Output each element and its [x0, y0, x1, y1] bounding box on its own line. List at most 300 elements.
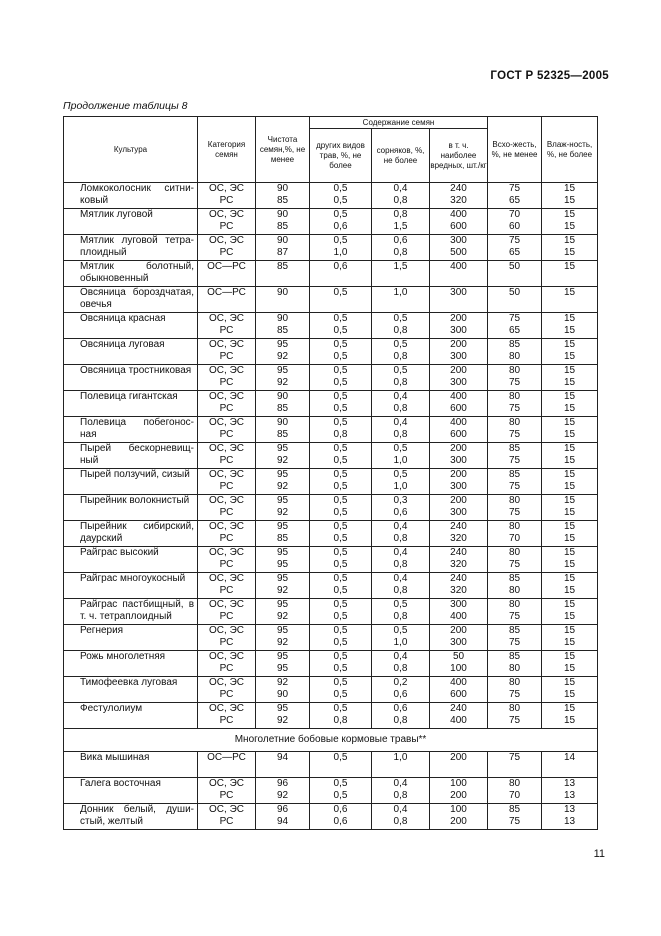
- table-row: [64, 443, 598, 469]
- other-species-cell: [310, 261, 372, 287]
- cell-value: 15: [563, 391, 576, 402]
- table-row: [64, 469, 598, 495]
- cell-value: ОС, ЭС: [209, 677, 244, 688]
- purity-cell: [256, 417, 310, 443]
- cell-value: 95: [276, 559, 289, 570]
- purity-cell: [256, 339, 310, 365]
- cell-value: ОС, ЭС: [209, 599, 244, 610]
- cell-value: 0,5: [333, 790, 348, 801]
- cell-value: 0,5: [393, 469, 408, 480]
- cell-value: 300: [450, 481, 467, 492]
- cell-value: 75: [508, 559, 521, 570]
- section-title: Многолетние бобовые кормовые травы**: [64, 729, 598, 752]
- cell-value: 0,8: [393, 247, 408, 258]
- cell-value: 92: [276, 677, 289, 688]
- cell-value: 200: [450, 625, 467, 636]
- cell-value: 0,6: [393, 703, 408, 714]
- other-species-cell: [310, 778, 372, 804]
- cell-value: 1,0: [393, 287, 408, 298]
- cell-value: 400: [450, 209, 467, 220]
- cell-value: 0,8: [393, 559, 408, 570]
- purity-cell: [256, 469, 310, 495]
- cell-value: 75: [508, 715, 521, 726]
- other-species-cell: [310, 391, 372, 417]
- purity-cell: [256, 495, 310, 521]
- cell-value: 95: [276, 469, 289, 480]
- weeds-cell: [372, 703, 430, 729]
- cell-value: 15: [563, 559, 576, 570]
- germination-cell: [488, 804, 542, 830]
- cell-value: ОС—РС: [207, 287, 246, 298]
- germination-cell: [488, 677, 542, 703]
- category-cell: [198, 521, 256, 547]
- cell-value: 100: [450, 804, 467, 815]
- purity-cell: [256, 235, 310, 261]
- purity-cell: [256, 547, 310, 573]
- cell-value: 0,8: [393, 195, 408, 206]
- cell-value: 75: [508, 455, 521, 466]
- cell-value: 15: [563, 689, 576, 700]
- cell-value: 200: [450, 339, 467, 350]
- cell-value: 95: [276, 573, 289, 584]
- cell-value: 15: [563, 209, 576, 220]
- crop-name-cell: Вика мышиная: [64, 752, 198, 778]
- cell-value: 0,5: [333, 391, 348, 402]
- cell-value: 400: [450, 715, 467, 726]
- harmful-cell: [430, 677, 488, 703]
- cell-value: 15: [563, 221, 576, 232]
- cell-value: 240: [450, 703, 467, 714]
- cell-value: 0,8: [393, 663, 408, 674]
- header-crop: Культура: [64, 117, 198, 183]
- cell-value: 65: [508, 195, 521, 206]
- other-species-cell: [310, 625, 372, 651]
- header-other-species: других видов трав, %, не более: [310, 129, 372, 183]
- weeds-cell: [372, 443, 430, 469]
- table-row: [64, 651, 598, 677]
- cell-value: РС: [219, 663, 234, 674]
- cell-value: 15: [563, 573, 576, 584]
- germination-cell: [488, 209, 542, 235]
- cell-value: РС: [219, 507, 234, 518]
- cell-value: 90: [276, 235, 289, 246]
- harmful-cell: [430, 417, 488, 443]
- purity-cell: [256, 287, 310, 313]
- cell-value: 50: [452, 651, 465, 662]
- cell-value: 0,8: [393, 377, 408, 388]
- header-purity: Чистота семян,%, не менее: [256, 117, 310, 183]
- cell-value: 400: [450, 677, 467, 688]
- table-row: [64, 778, 598, 804]
- other-species-cell: [310, 703, 372, 729]
- cell-value: 80: [508, 703, 521, 714]
- cell-value: 95: [276, 495, 289, 506]
- cell-value: 15: [563, 339, 576, 350]
- germination-cell: [488, 443, 542, 469]
- cell-value: 0,4: [393, 804, 408, 815]
- cell-value: 92: [276, 377, 289, 388]
- cell-value: 0,5: [333, 351, 348, 362]
- cell-value: ОС, ЭС: [209, 235, 244, 246]
- cell-value: 200: [450, 495, 467, 506]
- weeds-cell: [372, 599, 430, 625]
- other-species-cell: [310, 339, 372, 365]
- crop-name-cell: Пырей ползучий, сизый: [64, 469, 198, 495]
- table-row: [64, 261, 598, 287]
- cell-value: 0,4: [393, 521, 408, 532]
- crop-name-cell: Райграс пастбищный, в т. ч. тетраплоидный: [64, 599, 198, 625]
- crop-name-cell: Овсяница тростниковая: [64, 365, 198, 391]
- document-header: ГОСТ Р 52325—2005: [490, 70, 609, 82]
- cell-value: 90: [276, 183, 289, 194]
- table-row: [64, 752, 598, 778]
- cell-value: 0,5: [393, 365, 408, 376]
- cell-value: 95: [276, 547, 289, 558]
- other-species-cell: [310, 365, 372, 391]
- moisture-cell: [542, 651, 598, 677]
- cell-value: 15: [563, 469, 576, 480]
- harmful-cell: [430, 599, 488, 625]
- cell-value: ОС, ЭС: [209, 547, 244, 558]
- table-row: [64, 573, 598, 599]
- cell-value: 1,0: [393, 455, 408, 466]
- cell-value: РС: [219, 221, 234, 232]
- cell-value: 240: [450, 547, 467, 558]
- cell-value: 15: [563, 611, 576, 622]
- crop-name-cell: Тимофеевка луговая: [64, 677, 198, 703]
- cell-value: 0,8: [393, 325, 408, 336]
- category-cell: [198, 365, 256, 391]
- harmful-cell: [430, 703, 488, 729]
- category-cell: [198, 443, 256, 469]
- weeds-cell: [372, 804, 430, 830]
- moisture-cell: [542, 752, 598, 778]
- germination-cell: [488, 495, 542, 521]
- cell-value: 200: [450, 365, 467, 376]
- harmful-cell: [430, 209, 488, 235]
- cell-value: 200: [450, 313, 467, 324]
- cell-value: 15: [563, 715, 576, 726]
- cell-value: ОС—РС: [207, 752, 246, 763]
- moisture-cell: [542, 677, 598, 703]
- cell-value: 80: [508, 599, 521, 610]
- cell-value: 95: [276, 365, 289, 376]
- germination-cell: [488, 778, 542, 804]
- moisture-cell: [542, 209, 598, 235]
- cell-value: 15: [563, 521, 576, 532]
- cell-value: 92: [276, 507, 289, 518]
- cell-value: 15: [563, 677, 576, 688]
- category-cell: [198, 573, 256, 599]
- cell-value: 200: [450, 443, 467, 454]
- cell-value: 92: [276, 351, 289, 362]
- other-species-cell: [310, 235, 372, 261]
- cell-value: 1,0: [393, 752, 408, 763]
- moisture-cell: [542, 495, 598, 521]
- cell-value: 15: [563, 637, 576, 648]
- weeds-cell: [372, 365, 430, 391]
- cell-value: 600: [450, 221, 467, 232]
- cell-value: 300: [450, 235, 467, 246]
- other-species-cell: [310, 313, 372, 339]
- cell-value: 13: [563, 804, 576, 815]
- cell-value: 85: [508, 469, 521, 480]
- cell-value: 400: [450, 391, 467, 402]
- germination-cell: [488, 365, 542, 391]
- cell-value: 0,5: [333, 599, 348, 610]
- moisture-cell: [542, 391, 598, 417]
- cell-value: 95: [276, 599, 289, 610]
- cell-value: 0,5: [333, 677, 348, 688]
- cell-value: 95: [276, 651, 289, 662]
- cell-value: 0,5: [333, 585, 348, 596]
- germination-cell: [488, 651, 542, 677]
- crop-name-cell: Овсяница бороздчатая, овечья: [64, 287, 198, 313]
- cell-value: 87: [276, 247, 289, 258]
- cell-value: 1,0: [393, 637, 408, 648]
- cell-value: 320: [450, 195, 467, 206]
- cell-value: 300: [450, 287, 467, 298]
- cell-value: 0,5: [393, 625, 408, 636]
- cell-value: 0,5: [333, 703, 348, 714]
- harmful-cell: [430, 651, 488, 677]
- cell-value: РС: [219, 403, 234, 414]
- cell-value: 15: [563, 585, 576, 596]
- cell-value: 50: [508, 287, 521, 298]
- category-cell: [198, 599, 256, 625]
- cell-value: 200: [450, 816, 467, 827]
- weeds-cell: [372, 209, 430, 235]
- cell-value: 13: [563, 778, 576, 789]
- cell-value: 75: [508, 611, 521, 622]
- cell-value: 90: [276, 689, 289, 700]
- table-row: [64, 209, 598, 235]
- cell-value: ОС, ЭС: [209, 183, 244, 194]
- cell-value: 0,5: [333, 195, 348, 206]
- harmful-cell: [430, 313, 488, 339]
- cell-value: 15: [563, 325, 576, 336]
- category-cell: [198, 287, 256, 313]
- cell-value: 320: [450, 559, 467, 570]
- harmful-cell: [430, 261, 488, 287]
- cell-value: 0,8: [333, 715, 348, 726]
- cell-value: 15: [563, 235, 576, 246]
- cell-value: 0,4: [393, 778, 408, 789]
- other-species-cell: [310, 547, 372, 573]
- cell-value: 80: [508, 547, 521, 558]
- cell-value: 320: [450, 533, 467, 544]
- cell-value: 0,8: [393, 790, 408, 801]
- purity-cell: [256, 261, 310, 287]
- weeds-cell: [372, 339, 430, 365]
- weeds-cell: [372, 752, 430, 778]
- cell-value: 15: [563, 195, 576, 206]
- cell-value: 13: [563, 790, 576, 801]
- cell-value: 85: [276, 533, 289, 544]
- cell-value: 400: [450, 611, 467, 622]
- crop-name-cell: Регнерия: [64, 625, 198, 651]
- cell-value: 1,0: [333, 247, 348, 258]
- cell-value: 95: [276, 703, 289, 714]
- purity-cell: [256, 752, 310, 778]
- cell-value: 75: [508, 637, 521, 648]
- cell-value: 75: [508, 235, 521, 246]
- cell-value: 90: [276, 313, 289, 324]
- crop-name-cell: Галега восточная: [64, 778, 198, 804]
- cell-value: ОС, ЭС: [209, 313, 244, 324]
- cell-value: 15: [563, 481, 576, 492]
- cell-value: 400: [450, 261, 467, 272]
- header-moisture: Влаж-ность, %, не более: [542, 117, 598, 183]
- cell-value: 15: [563, 365, 576, 376]
- table-row: [64, 391, 598, 417]
- crop-name-cell: Райграс многоукосный: [64, 573, 198, 599]
- cell-value: 240: [450, 573, 467, 584]
- cell-value: РС: [219, 429, 234, 440]
- cell-value: 0,2: [393, 677, 408, 688]
- cell-value: ОС, ЭС: [209, 778, 244, 789]
- purity-cell: [256, 599, 310, 625]
- cell-value: 75: [508, 816, 521, 827]
- table-row: [64, 703, 598, 729]
- cell-value: 0,5: [333, 365, 348, 376]
- cell-value: 15: [563, 547, 576, 558]
- category-cell: [198, 752, 256, 778]
- cell-value: 80: [508, 585, 521, 596]
- germination-cell: [488, 339, 542, 365]
- cell-value: 0,5: [333, 313, 348, 324]
- cell-value: 600: [450, 403, 467, 414]
- cell-value: 0,8: [333, 429, 348, 440]
- cell-value: 60: [508, 221, 521, 232]
- cell-value: 75: [508, 507, 521, 518]
- cell-value: 96: [276, 804, 289, 815]
- weeds-cell: [372, 183, 430, 209]
- cell-value: 15: [563, 663, 576, 674]
- cell-value: 92: [276, 585, 289, 596]
- category-cell: [198, 235, 256, 261]
- cell-value: 0,5: [333, 339, 348, 350]
- cell-value: 15: [563, 495, 576, 506]
- moisture-cell: [542, 365, 598, 391]
- cell-value: 0,5: [393, 599, 408, 610]
- cell-value: 15: [563, 417, 576, 428]
- harmful-cell: [430, 235, 488, 261]
- cell-value: 300: [450, 351, 467, 362]
- cell-value: 0,5: [333, 778, 348, 789]
- cell-value: 95: [276, 521, 289, 532]
- moisture-cell: [542, 804, 598, 830]
- cell-value: 90: [276, 391, 289, 402]
- purity-cell: [256, 521, 310, 547]
- purity-cell: [256, 677, 310, 703]
- table-row: [64, 339, 598, 365]
- weeds-cell: [372, 391, 430, 417]
- cell-value: 85: [508, 625, 521, 636]
- cell-value: РС: [219, 481, 234, 492]
- cell-value: 85: [276, 221, 289, 232]
- crop-name-cell: Пырейник волокнистый: [64, 495, 198, 521]
- moisture-cell: [542, 183, 598, 209]
- cell-value: 90: [276, 209, 289, 220]
- crop-name-cell: Пырейник сибирский, даурский: [64, 521, 198, 547]
- germination-cell: [488, 573, 542, 599]
- table-row: [64, 235, 598, 261]
- weeds-cell: [372, 235, 430, 261]
- germination-cell: [488, 469, 542, 495]
- cell-value: РС: [219, 195, 234, 206]
- cell-value: 65: [508, 325, 521, 336]
- germination-cell: [488, 391, 542, 417]
- cell-value: 200: [450, 752, 467, 763]
- germination-cell: [488, 183, 542, 209]
- purity-cell: [256, 365, 310, 391]
- cell-value: 70: [508, 533, 521, 544]
- cell-value: 15: [563, 625, 576, 636]
- cell-value: 0,4: [393, 391, 408, 402]
- moisture-cell: [542, 521, 598, 547]
- cell-value: 95: [276, 339, 289, 350]
- cell-value: 0,5: [333, 559, 348, 570]
- cell-value: РС: [219, 715, 234, 726]
- cell-value: 0,5: [333, 209, 348, 220]
- cell-value: 0,4: [393, 547, 408, 558]
- cell-value: 95: [276, 625, 289, 636]
- cell-value: 0,5: [333, 417, 348, 428]
- cell-value: 0,6: [393, 689, 408, 700]
- cell-value: 0,8: [393, 429, 408, 440]
- cell-value: ОС, ЭС: [209, 339, 244, 350]
- moisture-cell: [542, 547, 598, 573]
- table-row: [64, 677, 598, 703]
- cell-value: 80: [508, 677, 521, 688]
- cell-value: 80: [508, 417, 521, 428]
- germination-cell: [488, 235, 542, 261]
- weeds-cell: [372, 573, 430, 599]
- table-body: [64, 183, 598, 830]
- cell-value: РС: [219, 377, 234, 388]
- cell-value: 94: [276, 816, 289, 827]
- cell-value: 15: [563, 247, 576, 258]
- table-row: [64, 417, 598, 443]
- harmful-cell: [430, 183, 488, 209]
- cell-value: 92: [276, 481, 289, 492]
- cell-value: 92: [276, 715, 289, 726]
- cell-value: 0,5: [393, 313, 408, 324]
- other-species-cell: [310, 804, 372, 830]
- cell-value: РС: [219, 533, 234, 544]
- cell-value: 15: [563, 533, 576, 544]
- weeds-cell: [372, 469, 430, 495]
- cell-value: 0,8: [393, 533, 408, 544]
- cell-value: 15: [563, 287, 576, 298]
- cell-value: 0,5: [333, 495, 348, 506]
- section-row: [64, 729, 598, 752]
- cell-value: 0,5: [333, 663, 348, 674]
- category-cell: [198, 651, 256, 677]
- cell-value: 0,6: [333, 804, 348, 815]
- cell-value: 0,4: [393, 651, 408, 662]
- seed-quality-table: [63, 116, 598, 830]
- cell-value: 0,5: [333, 507, 348, 518]
- other-species-cell: [310, 599, 372, 625]
- cell-value: ОС, ЭС: [209, 365, 244, 376]
- category-cell: [198, 677, 256, 703]
- cell-value: 15: [563, 377, 576, 388]
- cell-value: 0,5: [333, 481, 348, 492]
- other-species-cell: [310, 677, 372, 703]
- cell-value: 0,5: [333, 183, 348, 194]
